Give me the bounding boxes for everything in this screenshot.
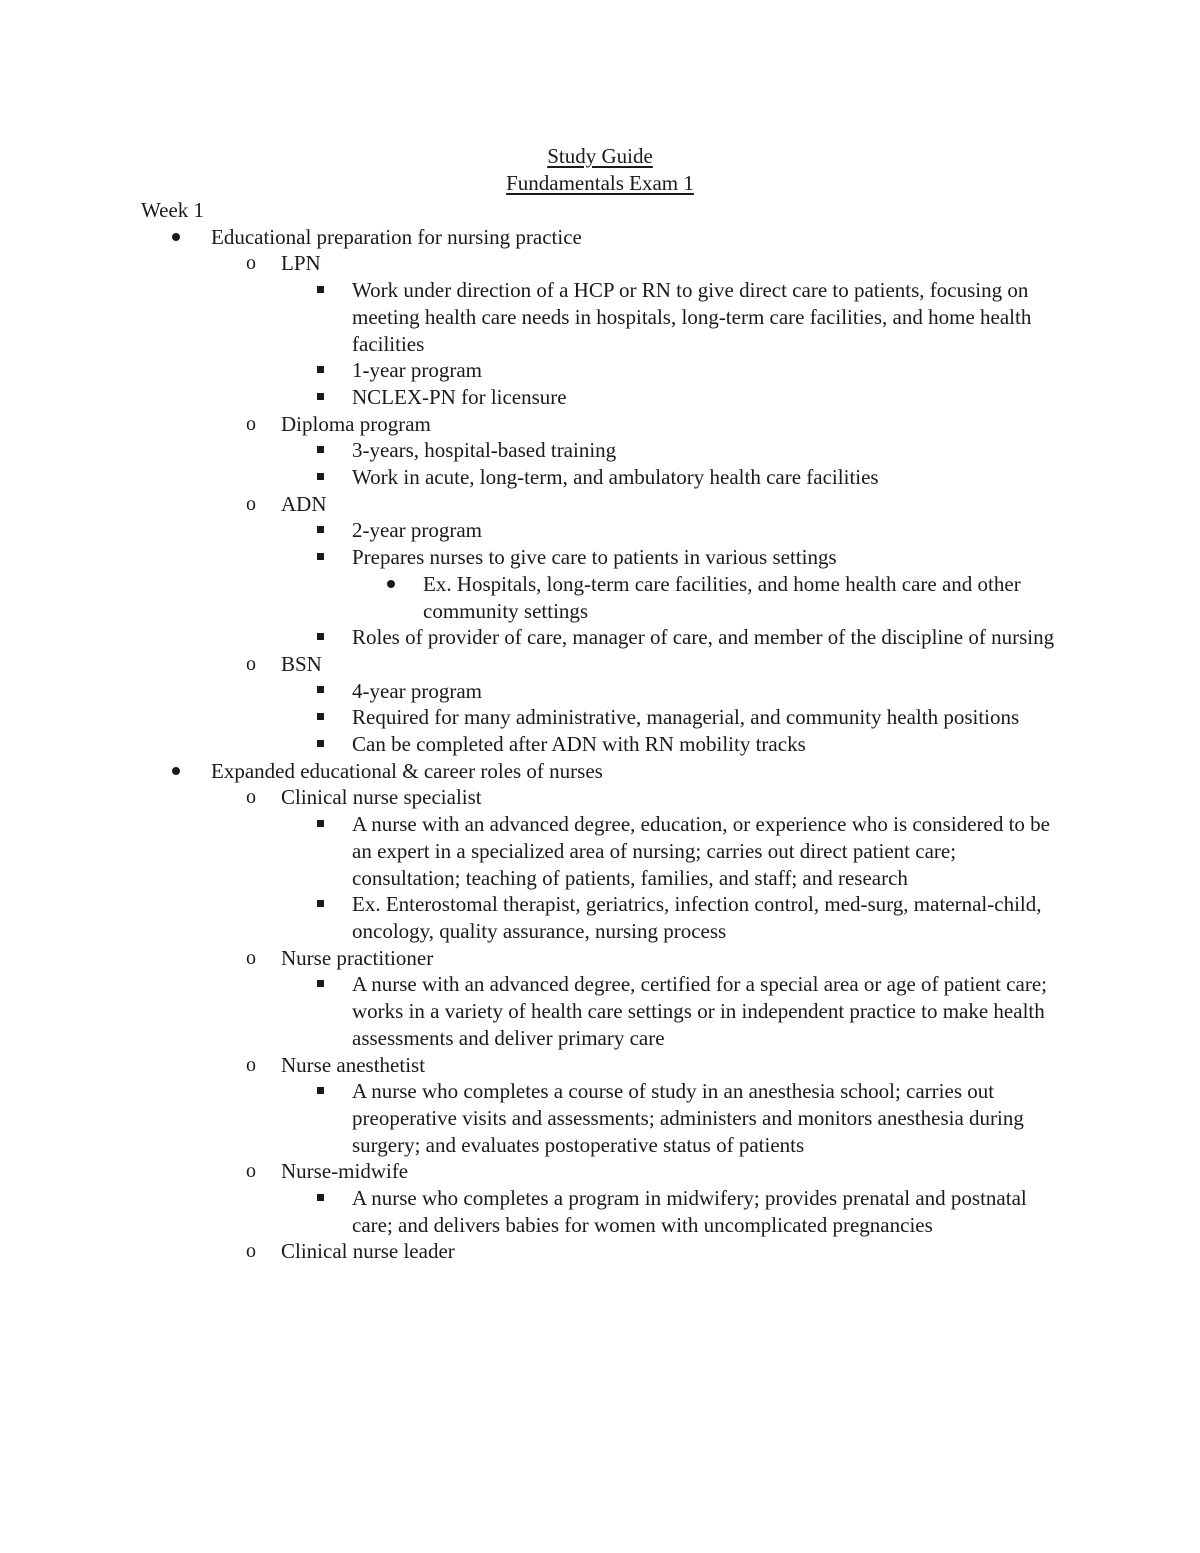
outline-item-text: Required for many administrative, managerial, and community health positions xyxy=(352,705,1020,730)
outline-item-level-3 xyxy=(0,437,1200,464)
outline-item-level-3 xyxy=(0,678,1200,705)
outline-item-text: A nurse who completes a course of study in an anesthesia school; carries out preoperative visits and assessments; administers and monitors anesthesia during surgery; and evaluates postoperative status of patients xyxy=(352,1079,1024,1157)
outline-item-level-2 xyxy=(0,784,1200,811)
outline-item-level-3 xyxy=(0,464,1200,491)
outline-item-text: Diploma program xyxy=(281,411,431,436)
bullet-circle-icon: o xyxy=(246,252,256,275)
outline-item-text: Nurse practitioner xyxy=(281,945,434,970)
bullet-circle-icon: o xyxy=(246,1160,256,1183)
outline-item-text: Ex. Hospitals, long-term care facilities, and home health care and other community settings xyxy=(423,571,1021,623)
bullet-square-icon xyxy=(317,517,324,544)
outline-item-level-2 xyxy=(0,411,1200,438)
outline-item-text: ADN xyxy=(281,491,327,516)
outline-item-text: Can be completed after ADN with RN mobility tracks xyxy=(352,732,806,757)
outline-item-text: A nurse with an advanced degree, education, or experience who is considered to be an expert in a specialized area of nursing; carries out direct patient care; consultation; teaching of patients, families, and staff; and research xyxy=(352,812,1050,890)
outline-item-level-3 xyxy=(0,384,1200,411)
outline-item-level-1 xyxy=(0,224,1200,251)
bullet-circle-icon: o xyxy=(246,786,256,809)
outline-item-level-3 xyxy=(0,704,1200,731)
bullet-circle-icon: o xyxy=(246,946,256,969)
outline-item-text: 3-years, hospital-based training xyxy=(352,438,617,463)
bullet-square-icon xyxy=(317,277,324,304)
outline-item-text: 4-year program xyxy=(352,678,483,703)
outline-item-level-3 xyxy=(0,544,1200,571)
bullet-square-icon xyxy=(317,357,324,384)
outline-item-text: Nurse-midwife xyxy=(281,1159,409,1184)
outline-item-level-3 xyxy=(0,357,1200,384)
outline-item-level-3 xyxy=(0,971,1200,1051)
bullet-square-icon xyxy=(317,971,324,998)
bullet-circle-icon: o xyxy=(246,492,256,515)
outline-item-level-3 xyxy=(0,891,1200,944)
bullet-square-icon xyxy=(317,891,324,918)
outline-item-text: Clinical nurse specialist xyxy=(281,785,482,810)
week-heading-text: Week 1 xyxy=(141,198,205,222)
bullet-disc-icon xyxy=(387,571,395,598)
outline-item-level-2 xyxy=(0,1238,1200,1265)
bullet-square-icon xyxy=(317,464,324,491)
outline-item-level-3 xyxy=(0,1185,1200,1238)
outline-item-level-4 xyxy=(0,571,1200,624)
bullet-circle-icon: o xyxy=(246,652,256,675)
outline-item-level-2 xyxy=(0,1158,1200,1185)
bullet-disc-icon xyxy=(172,224,180,251)
bullet-square-icon xyxy=(317,544,324,571)
bullet-square-icon xyxy=(317,811,324,838)
outline-item-text: Ex. Enterostomal therapist, geriatrics, infection control, med-surg, maternal-child, oncology, quality assurance, nursing process xyxy=(352,892,1042,943)
bullet-square-icon xyxy=(317,1185,324,1212)
outline-item-level-2 xyxy=(0,491,1200,518)
bullet-disc-icon xyxy=(172,758,180,785)
outline-item-text: 2-year program xyxy=(352,518,483,543)
outline-item-text: Expanded educational & career roles of nurses xyxy=(211,758,603,783)
outline-item-text: LPN xyxy=(281,251,321,276)
bullet-square-icon xyxy=(317,731,324,758)
outline-item-level-3 xyxy=(0,811,1200,891)
outline-item-level-2 xyxy=(0,1052,1200,1079)
week-heading xyxy=(0,197,1200,224)
outline-item-text: A nurse who completes a program in midwifery; provides prenatal and postnatal care; and delivers babies for women with uncomplicated pregnancies xyxy=(352,1186,1027,1237)
bullet-square-icon xyxy=(317,1078,324,1105)
outline-item-text: Roles of provider of care, manager of care, and member of the discipline of nursing xyxy=(352,625,1055,650)
bullet-square-icon xyxy=(317,437,324,464)
outline-item-text: 1-year program xyxy=(352,358,483,383)
outline-item-level-2 xyxy=(0,945,1200,972)
outline-item-level-2 xyxy=(0,250,1200,277)
outline-item-text: NCLEX-PN for licensure xyxy=(352,384,567,409)
outline-item-text: A nurse with an advanced degree, certified for a special area or age of patient care; works in a variety of health care settings or in independent practice to make health assessments and deliver primary care xyxy=(352,972,1047,1050)
outline-list xyxy=(0,224,1200,1265)
outline-item-level-3 xyxy=(0,517,1200,544)
outline-item-text: Educational preparation for nursing practice xyxy=(211,224,582,249)
bullet-square-icon xyxy=(317,704,324,731)
bullet-square-icon xyxy=(317,384,324,411)
outline-item-text: Work under direction of a HCP or RN to give direct care to patients, focusing on meeting health care needs in hospitals, long-term care facilities, and home health facilities xyxy=(352,278,1032,356)
outline-item-level-1 xyxy=(0,758,1200,785)
bullet-square-icon xyxy=(317,624,324,651)
outline-item-text: BSN xyxy=(281,651,322,676)
outline-item-level-3 xyxy=(0,1078,1200,1158)
document-body xyxy=(0,197,1200,1265)
outline-item-level-3 xyxy=(0,624,1200,651)
document-title: Study Guide xyxy=(547,144,653,168)
bullet-circle-icon: o xyxy=(246,412,256,435)
outline-item-level-3 xyxy=(0,277,1200,357)
bullet-square-icon xyxy=(317,678,324,705)
bullet-circle-icon: o xyxy=(246,1053,256,1076)
outline-item-text: Clinical nurse leader xyxy=(281,1239,455,1264)
outline-item-text: Nurse anesthetist xyxy=(281,1052,426,1077)
outline-item-level-2 xyxy=(0,651,1200,678)
document-subtitle: Fundamentals Exam 1 xyxy=(506,171,694,195)
outline-item-text: Work in acute, long-term, and ambulatory health care facilities xyxy=(352,465,879,490)
bullet-circle-icon: o xyxy=(246,1240,256,1263)
outline-item-level-3 xyxy=(0,731,1200,758)
outline-item-text: Prepares nurses to give care to patients in various settings xyxy=(352,545,837,570)
